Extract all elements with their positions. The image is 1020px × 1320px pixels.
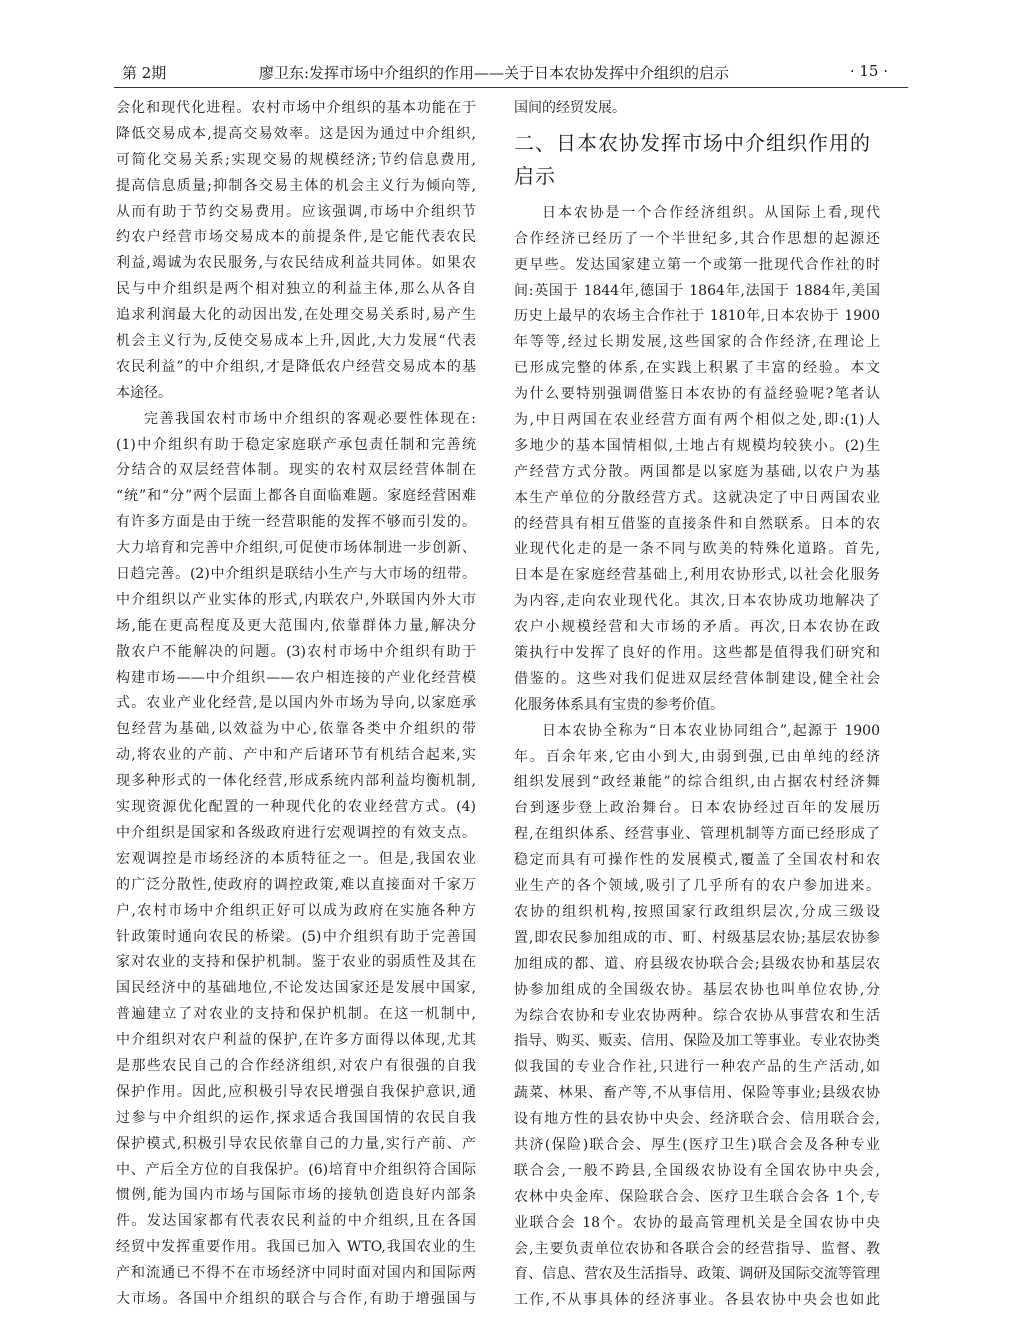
text-line: 约农户经营市场交易成本的前提条件,是它能代表农民 [116, 229, 476, 246]
text-line: 为什么要特别强调借鉴日本农协的有益经验呢?笔者认 [514, 386, 880, 403]
text-line: 日本是在家庭经营基础上,利用农协形式,以社会化服务 [514, 567, 880, 584]
text-line: 农协的组织机构,按照国家行政组织层次,分成三级设 [514, 903, 880, 920]
text-line: 降低交易成本,提高交易效率。这是因为通过中介组织, [116, 125, 476, 142]
text-line: 可简化交易关系;实现交易的规模经济;节约信息费用, [116, 151, 476, 168]
text-line: 有许多方面是由于统一经营职能的发挥不够而引发的。 [116, 514, 476, 531]
text-line: 的经营具有相互借鉴的直接条件和自然联系。日本的农 [514, 515, 880, 532]
text-line: 保护模式,积极引导农民依靠自己的力量,实行产前、产 [116, 1135, 476, 1152]
text-line: 产经营方式分散。两国都是以家庭为基础,以农户为基 [514, 463, 880, 480]
text-line: 会化和现代化进程。农村市场中介组织的基本功能在于 [116, 100, 476, 116]
text-line: 本生产单位的分散经营方式。这就决定了中日两国农业 [514, 489, 880, 506]
text-line: 实现资源优化配置的一种现代化的农业经营方式。(4) [116, 799, 476, 816]
page-number: · 15 · [849, 62, 888, 80]
text-line: 策执行中发挥了良好的作用。这些都是值得我们研究和 [514, 645, 880, 662]
running-header [114, 52, 908, 82]
text-line: 共济(保险)联合会、厚生(医疗卫生)联合会及各种专业 [514, 1136, 880, 1153]
text-line: 分结合的双层经营体制。现实的农村双层经营体制在 [116, 462, 476, 479]
text-line: 育、信息、营农及生活指导、政策、调研及国际交流等管理 [514, 1266, 880, 1283]
text-line: 程,在组织体系、经营事业、管理机制等方面已经形成了 [514, 826, 880, 843]
text-line: 多地少的基本国情相似,土地占有规模均较狭小。(2)生 [514, 437, 880, 454]
text-line: 国民经济中的基础地位,不论发达国家还是发展中国家, [116, 980, 476, 997]
text-line: 业联合会 18个。农协的最高管理机关是全国农协中央 [514, 1214, 880, 1231]
right-column [514, 96, 880, 1314]
text-line: 包经营为基础,以效益为中心,依靠各类中介组织的带 [116, 721, 476, 738]
text-line: 业生产的各个领域,吸引了几乎所有的农户参加进来。 [514, 878, 880, 895]
text-line: 式。农业产业化经营,是以国内外市场为导向,以家庭承 [116, 695, 476, 712]
text-line: 已形成完整的体系,在实践上积累了丰富的经验。本文 [514, 360, 880, 377]
text-line: 农林中央金库、保险联合会、医疗卫生联合会各 1个,专 [514, 1188, 880, 1205]
text-line: 日趋完善。(2)中介组织是联结小生产与大市场的纽带。 [116, 566, 476, 583]
left-column [116, 96, 476, 1313]
text-line: 设有地方性的县农协中央会、经济联合会、信用联合会, [514, 1111, 880, 1128]
text-line: 利益,竭诚为农民服务,与农民结成利益共同体。如果农 [116, 255, 476, 272]
text-line: 会,主要负责单位农协和各联合会的经营指导、监督、教 [514, 1240, 880, 1257]
section-heading [514, 127, 880, 193]
text-line: 普遍建立了对农业的支持和保护机制。在这一机制中, [116, 1006, 476, 1023]
text-line: 产和流通已不得不在市场经济中同时面对国内和国际两 [116, 1265, 476, 1282]
text-line: 合作经济已经历了一个半世纪多,其合作思想的起源还 [514, 230, 880, 247]
text-line: 加组成的都、道、府县级农协联合会;县级农协和基层农 [514, 955, 880, 972]
text-line: “统”和“分”两个层面上都各自面临难题。家庭经营困难 [116, 488, 476, 505]
text-line: 保护作用。因此,应积极引导农民增强自我保护意识,通 [116, 1083, 476, 1100]
text-line: 化服务体系具有宝贵的参考价值。 [514, 696, 724, 713]
text-line: 借鉴的。这些对我们促进双层经营体制建设,健全社会 [514, 670, 880, 687]
text-line: 工作,不从事具体的经济事业。各县农协中央会也如此 [514, 1292, 880, 1309]
text-line: 中介组织是国家和各级政府进行宏观调控的有效支点。 [116, 824, 476, 841]
text-line: 更早些。发达国家建立第一个或第一批现代合作社的时 [514, 256, 880, 273]
text-line: 从而有助于节约交易费用。应该强调,市场中介组织节 [116, 203, 476, 220]
text-line: 农民利益”的中介组织,才是降低农户经营交易成本的基 [116, 358, 476, 375]
text-line: 蔬菜、林果、畜产等,不从事信用、保险等事业;县级农协 [514, 1085, 880, 1102]
text-line: 业现代化走的是一条不同与欧美的特殊化道路。首先, [514, 541, 880, 558]
text-line: 大力培育和完善中介组织,可促使市场体制进一步创新、 [116, 540, 476, 557]
text-line: 大市场。各国中介组织的联合与合作,有助于增强国与 [116, 1290, 476, 1307]
text-line: 追求利润最大化的动因出发,在处理交易关系时,易产生 [116, 307, 476, 324]
text-line: 散农户不能解决的问题。(3)农村市场中介组织有助于 [116, 643, 476, 660]
text-line: (1)中介组织有助于稳定家庭联产承包责任制和完善统 [116, 436, 476, 453]
text-line: 针政策时通向农民的桥梁。(5)中介组织有助于完善国 [116, 928, 476, 945]
text-line: 过参与中介组织的运作,探求适合我国国情的农民自我 [116, 1109, 476, 1126]
text-line: 户,农村市场中介组织正好可以成为政府在实施各种方 [116, 902, 476, 919]
text-line: 中、产后全方位的自我保护。(6)培育中介组织符合国际 [116, 1161, 476, 1178]
text-line: 中介组织以产业实体的形式,内联农户,外联国内外大市 [116, 591, 476, 608]
text-line: 宏观调控是市场经济的本质特征之一。但是,我国农业 [116, 850, 476, 867]
text-line: 本途径。 [116, 384, 172, 401]
text-line: 年。百余年来,它由小到大,由弱到强,已由单纯的经济 [514, 748, 880, 765]
text-line: 提高信息质量;抑制各交易主体的机会主义行为倾向等, [116, 177, 476, 194]
text-line: 构建市场——中介组织——农户相连接的产业化经营模 [116, 669, 476, 686]
text-line: 现多种形式的一体化经营,形成系统内部利益均衡机制, [116, 773, 476, 790]
text-line: 年等等,经过长期发展,这些国家的合作经济,在理论上 [514, 334, 880, 351]
text-line: 历史上最早的农场主合作社于 1810年,日本农协于 1900 [514, 308, 880, 325]
text-line: 经贸中发挥重要作用。我国已加入 WTO,我国农业的生 [116, 1239, 476, 1256]
text-line: 惯例,能为国内市场与国际市场的接轨创造良好内部条 [116, 1187, 476, 1204]
text-line: 场,能在更高程度及更大范围内,依靠群体力量,解决分 [116, 617, 476, 634]
text-line: 联合会,一般不跨县,全国级农协设有全国农协中央会, [514, 1162, 880, 1179]
text-line: 日本农协是一个合作经济组织。从国际上看,现代 [542, 204, 880, 221]
text-line: 家对农业的支持和保护机制。鉴于农业的弱质性及其在 [116, 954, 476, 971]
text-line: 似我国的专业合作社,只进行一种农产品的生产活动,如 [514, 1059, 880, 1076]
text-line: 是那些农民自己的合作经济组织,对农户有很强的自我 [116, 1057, 476, 1074]
text-line: 稳定而具有可操作性的发展模式,覆盖了全国农村和农 [514, 852, 880, 869]
text-line: 为综合农协和专业农协两种。综合农协从事营农和生活 [514, 1007, 880, 1024]
text-line: 指导、购买、贩卖、信用、保险及加工等事业。专业农协类 [514, 1033, 880, 1050]
issue-number: 第 2期 [122, 64, 167, 82]
text-line: 机会主义行为,反使交易成本上升,因此,大力发展“代表 [116, 333, 476, 350]
text-line: 的广泛分散性,使政府的调控政策,难以直接面对千家万 [116, 876, 476, 893]
text-line: 协参加组成的全国级农协。基层农协也叫单位农协,分 [514, 981, 880, 998]
section-heading-line: 启示 [514, 163, 556, 188]
text-line: 件。发达国家都有代表农民利益的中介组织,且在各国 [116, 1213, 476, 1230]
running-title: 廖卫东:发挥市场中介组织的作用——关于日本农协发挥中介组织的启示 [259, 64, 730, 82]
text-line: 台到逐步登上政治舞台。日本农协经过百年的发展历 [514, 800, 880, 817]
text-line: 中介组织对农户利益的保护,在许多方面得以体现,尤其 [116, 1032, 476, 1049]
text-line: 为内容,走向农业现代化。其次,日本农协成功地解决了 [514, 593, 880, 610]
header-rule [114, 87, 908, 88]
text-line: 农户小规模经营和大市场的矛盾。再次,日本农协在政 [514, 619, 880, 636]
text-line: 间:英国于 1844年,德国于 1864年,法国于 1884年,美国 [514, 282, 880, 299]
text-line: 日本农协全称为“日本农业协同组合”,起源于 1900 [542, 722, 880, 739]
text-line: 动,将农业的产前、产中和产后诸环节有机结合起来,实 [116, 747, 476, 764]
right-column-body [514, 201, 880, 1314]
text-line: 置,即农民参加组成的市、町、村级基层农协;基层农协参 [514, 929, 880, 946]
section-heading-line: 二、日本农协发挥市场中介组织作用的 [514, 130, 871, 155]
text-line: 民与中介组织是两个相对独立的利益主体,那么从各自 [116, 281, 476, 298]
text-line: 完善我国农村市场中介组织的客观必要性体现在: [144, 410, 476, 427]
text-line: 组织发展到“政经兼能”的综合组织,由占据农村经济舞 [514, 774, 880, 791]
text-line: 国间的经贸发展。 [514, 100, 626, 116]
right-column-continuation [514, 96, 880, 122]
text-line: 为,中日两国在农业经营方面有两个相似之处,即:(1)人 [514, 412, 880, 429]
